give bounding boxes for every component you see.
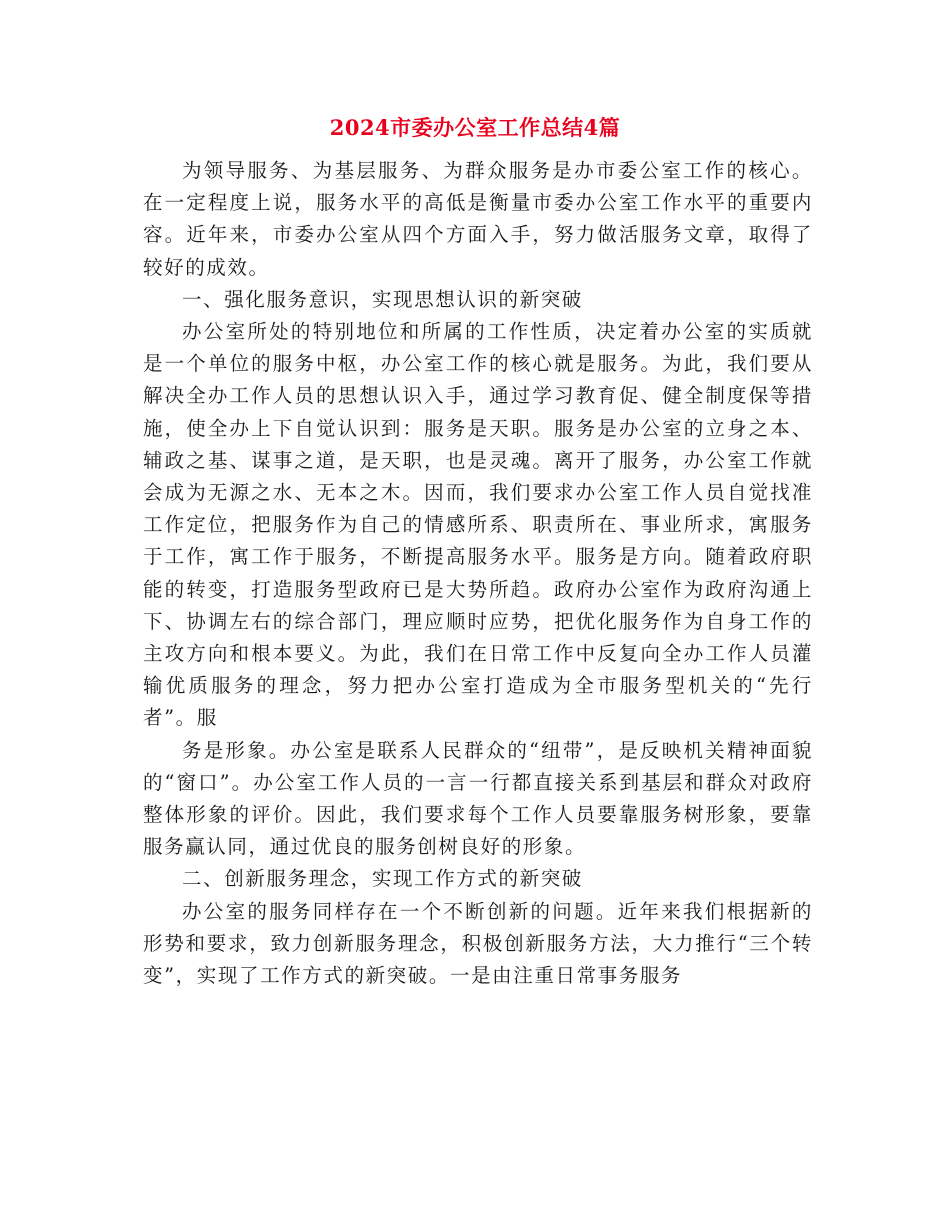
paragraph-section-1-continued: 务是形象。办公室是联系人民群众的“纽带”，是反映机关精神面貌的“窗口”。办公室工作人员的一言一行都直接关系到基层和群众对政府整体形象的评价。因此，我们要求每个工作人员要靠服务树形象，要靠服务赢认同，通过优良的服务创树良好的形象。 bbox=[143, 738, 813, 859]
section-heading-1: 一、强化服务意识，实现思想认识的新突破 bbox=[182, 287, 583, 311]
paragraph-intro: 为领导服务、为基层服务、为群众服务是办市委公室工作的核心。在一定程度上说，服务水平的高低是衡量市委办公室工作水平的重要内容。近年来，市委办公室从四个方面入手，努力做活服务文章，取得了较好的成效。 bbox=[143, 159, 813, 279]
section-heading-2: 二、创新服务理念，实现工作方式的新突破 bbox=[182, 867, 583, 891]
paragraph-section-1: 办公室所处的特别地位和所属的工作性质，决定着办公室的实质就是一个单位的服务中枢，办公室工作的核心就是服务。为此，我们要从解决全办工作人员的思想认识入手，通过学习教育促、健全制度保等措施，使全办上下自觉认识到：服务是天职。服务是办公室的立身之本、辅政之基、谋事之道，是天职，也是灵魂。离开了服务，办公室工作就会成为无源之水、无本之木。因而，我们要求办公室工作人员自觉找准工作定位，把服务作为自己的情感所系、职责所在、事业所求，寓服务于工作，寓工作于服务，不断提高服务水平。服务是方向。随着政府职能的转变，打造服务型政府已是大势所趋。政府办公室作为政府沟通上下、协调左右的综合部门，理应顺时应势，把优化服务作为自身工作的主攻方向和根本要义。为此，我们在日常工作中反复向全办工作人员灌输优质服务的理念，努力把办公室打造成为全市服务型机关的“先行者”。服 bbox=[143, 320, 813, 730]
document-body bbox=[143, 155, 813, 992]
document-title: 2024市委办公室工作总结4篇 bbox=[329, 115, 621, 140]
paragraph-section-2: 办公室的服务同样存在一个不断创新的问题。近年来我们根据新的形势和要求，致力创新服务理念，积极创新服务方法，大力推行“三个转变”，实现了工作方式的新突破。一是由注重日常事务服务 bbox=[143, 899, 813, 988]
